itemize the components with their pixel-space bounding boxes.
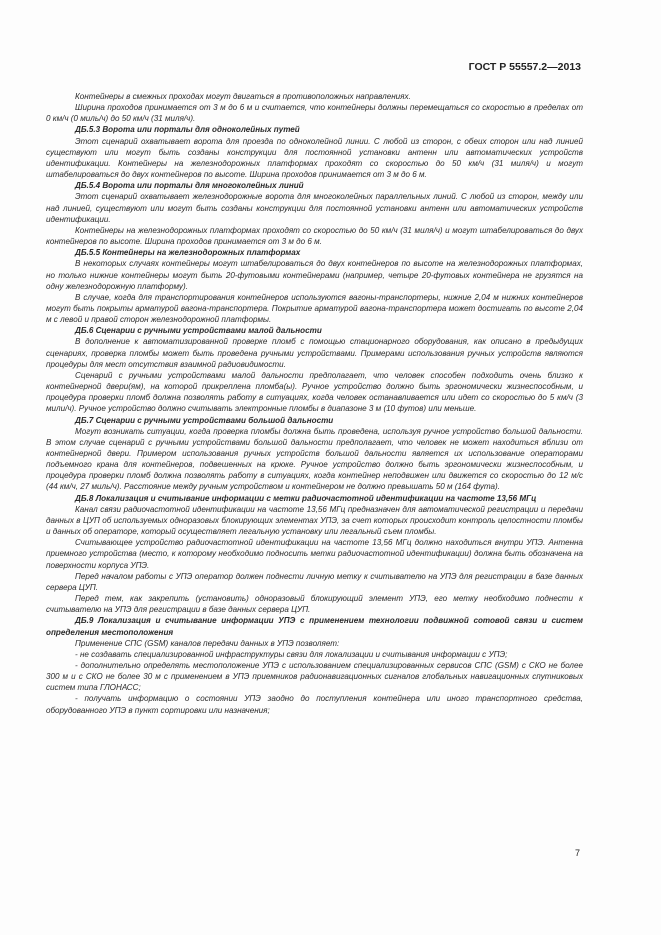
paragraph: Применение СПС (GSM) каналов передачи данных в УПЭ позволяет:: [75, 638, 340, 648]
paragraph: Контейнеры на железнодорожных платформах проходят со скоростью до 50 км/ч (31 миля/ч) и могут штабелироваться до двух контейнеров по высоте. Ширина проходов принимается от 3 м до 6 м.: [46, 225, 583, 247]
list-item: - не создавать специализированной инфраструктуры связи для локализации и считывания информации с УПЭ;: [75, 649, 508, 659]
paragraph: Перед тем, как закрепить (установить) одноразовый блокирующий элемент УПЭ, его метку необходимо поднести к считывателю на УПЭ для регистрации в базе данных сервера ЦУП.: [46, 594, 583, 615]
paragraph: В случае, когда для транспортирования контейнеров используются вагоны-транспортеры, нижние 2,04 м нижних контейнеров могут быть покрыты арматурой вагона-транспортера. Покрытие арматурой вагона-транспортера может достигать по высоте 2,04 м с левой и правой сторон железнодорожной платформы.: [46, 292, 583, 325]
section-heading: ДБ.5.5 Контейнеры на железнодорожных платформах: [75, 248, 301, 258]
section-heading: ДБ.5.4 Ворота или порталы для многоколейных линий: [75, 181, 304, 191]
paragraph: Этот сценарий охватывает железнодорожные ворота для многоколейных параллельных линий. С любой из сторон, между или над линией, существуют или могут быть созданы конструкции для постоянной установки антенн или автоматических устройств идентификации.: [46, 192, 583, 224]
paragraph: Сценарий с ручными устройствами малой дальности предполагает, что человек способен подходить очень близко к контейнерной двери(ям), на которой прикреплена пломба(ы). Ручное устройство должно быть эргономически жизнеспособным, и процедура проверки пломб должна позволять работу в ситуациях, когда человек останавливается или идет со скоростью до 5 км/ч (3 мили/ч). Ручное устройство должно считывать электронные пломбы в диапазоне 3 м (10 футов) или меньше.: [46, 370, 583, 414]
paragraph: Считывающее устройство радиочастотной идентификации на частоте 13,56 МГц должно находиться внутри УПЭ. Антенна приемного устройства (место, к которому необходимо подносить метки радиочастотной идентификации) должна быть обозначена на поверхности корпуса УПЭ.: [46, 538, 583, 570]
body-text: [46, 91, 583, 716]
paragraph: Ширина проходов принимается от 3 м до 6 м и считается, что контейнеры должны перемещаться со скоростью в пределах от 0 км/ч (0 миль/ч) до 50 км/ч (31 миля/ч).: [46, 103, 583, 124]
section-heading: ДБ.6 Сценарии с ручными устройствами малой дальности: [75, 326, 322, 336]
list-item: - дополнительно определять местоположение УПЭ с использованием специализированных сервисов СПС (GSM) с СКО не более 300 м и с СКО не более 30 м с применением в УПЭ приемников радионавигационных сигналов глобальных навигационных спутниковых систем типа ГЛОНАСС;: [46, 660, 583, 693]
paragraph: Контейнеры в смежных проходах могут двигаться в противоположных направлениях.: [75, 92, 411, 101]
document-code-header: ГОСТ Р 55557.2—2013: [468, 61, 581, 73]
paragraph: Могут возникать ситуации, когда проверка пломбы должна быть проведена, используя ручное устройство большой дальности. В этом случае сценарий с ручными устройствами большой дальности предполагает, что человек не может находиться вблизи от контейнерной двери. Примером использования ручных устройств большой дальности является их использование операторами подъемного крана для контейнеров, подвешенных на крюке. Ручное устройство должно быть эргономически жизнеспособным, и процедура проверки пломб должна позволять работу в ситуациях, когда контейнер неподвижен или движется со скоростью до 12 м/с (44 км/ч, 27 миль/ч). Расстояние между ручным устройством и контейнером не должно превышать 50 м (164 фута).: [46, 426, 583, 492]
paragraph: В дополнение к автоматизированной проверке пломб с помощью стационарного оборудования, как описано в предыдущих сценариях, проверка пломбы может быть проведена ручными устройствами. Примерами использования ручных устройств являются процедуры для мест отсутствия взаимной радиовидимости.: [46, 337, 583, 369]
paragraph: Канал связи радиочастотной идентификации на частоте 13,56 МГц предназначен для автоматической регистрации и передачи данных в ЦУП об используемых одноразовых блокирующих элементах УПЭ, за счет которых происходит контроль целостности пломбы и данных об операторе, который осуществляет легальную установку или легальный съем пломбы.: [46, 504, 583, 537]
section-heading: ДБ.5.3 Ворота или порталы для одноколейных путей: [75, 125, 300, 135]
list-item: - получать информацию о состоянии УПЭ заодно до поступления контейнера или иного транспортного средства, оборудованного УПЭ в пункт сортировки или назначения;: [46, 694, 583, 715]
section-heading: ДБ.9 Локализация и считывание информации УПЭ с применением технологии подвижной сотовой связи и систем определения местоположения: [46, 616, 583, 637]
paragraph: В некоторых случаях контейнеры могут штабелироваться до двух контейнеров по высоте на железнодорожных платформах, но только нижние контейнеры могут быть 20-футовыми контейнерами (например, четыре 20-футовых контейнера не грузятся на одну железнодорожную платформу).: [46, 259, 583, 291]
section-heading: ДБ.8 Локализация и считывание информации с метки радиочастотной идентификации на частоте 13,56 МГц: [75, 493, 537, 503]
section-heading: ДБ.7 Сценарии с ручными устройствами большой дальности: [75, 415, 334, 425]
paragraph: Перед началом работы с УПЭ оператор должен поднести личную метку к считывателю на УПЭ для регистрации в базе данных сервера ЦУП.: [46, 571, 583, 592]
paragraph: Этот сценарий охватывает ворота для проезда по одноколейной линии. С любой из сторон, с обеих сторон или над линией существуют или могут быть созданы конструкции для постоянной установки антенн или автоматических устройств идентификации. Контейнеры на железнодорожных платформах проходят со скоростью до 50 км/ч (31 миля/ч) и могут штабелироваться до двух контейнеров по высоте. Ширина проходов принимается от 3 м до 6 м.: [46, 136, 583, 180]
page-number: 7: [575, 848, 581, 858]
